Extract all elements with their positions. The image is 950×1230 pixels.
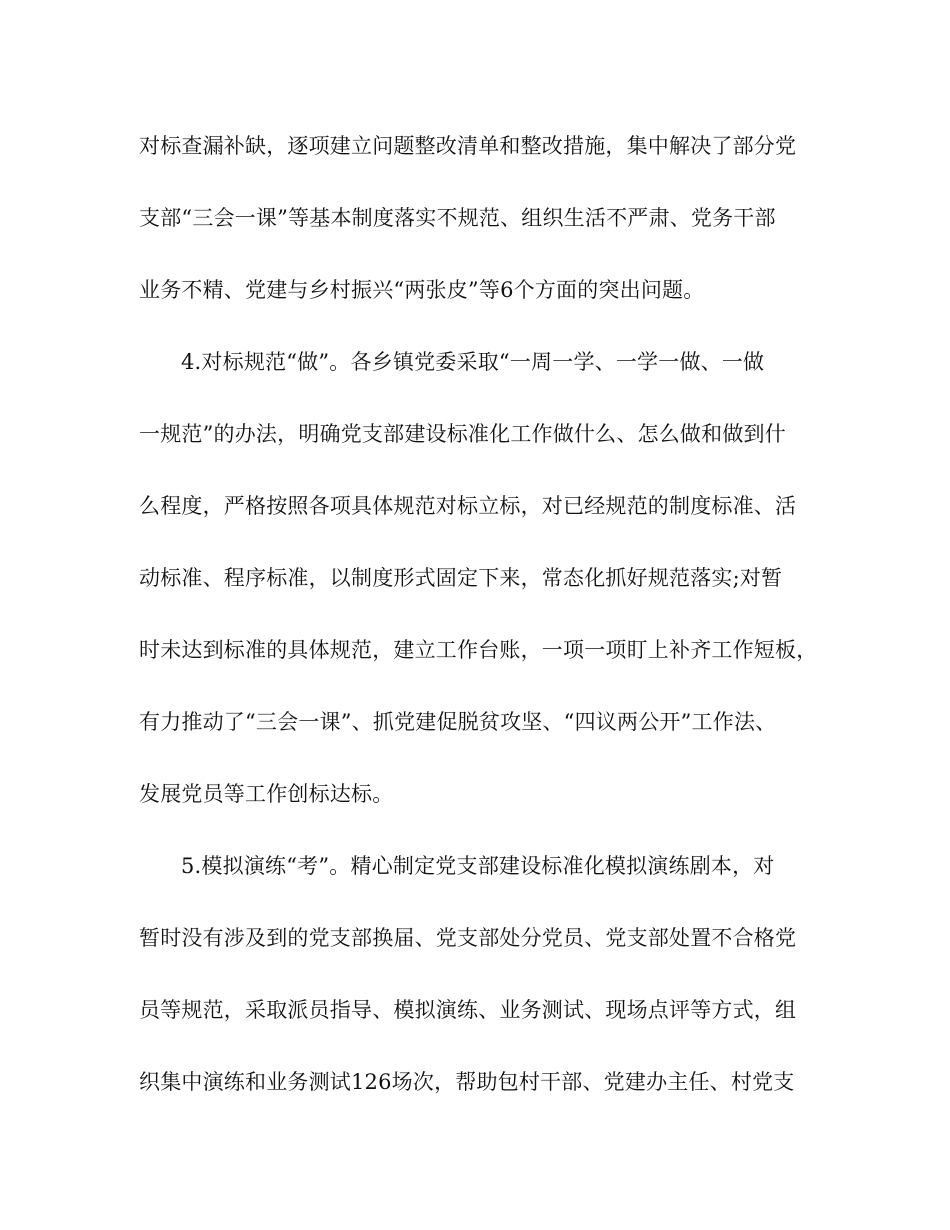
text-line: 织集中演练和业务测试126场次，帮助包村干部、党建办主任、村党支 — [139, 1070, 795, 1094]
paragraph-start-line: 5.模拟演练“考”。精心制定党支部建设标准化模拟演练剧本，对 — [181, 854, 775, 878]
text-line: 支部“三会一课”等基本制度落实不规范、组织生活不严肃、党务干部 — [139, 206, 776, 230]
text-line: 员等规范，采取派员指导、模拟演练、业务测试、现场点评等方式，组 — [139, 998, 797, 1022]
paragraph-start-line: 4.对标规范“做”。各乡镇党委采取“一周一学、一学一做、一做 — [181, 350, 765, 374]
text-line: 有力推动了“三会一课”、抓党建促脱贫攻坚、“四议两公开”工作法、 — [139, 710, 777, 734]
text-line: 暂时没有涉及到的党支部换届、党支部处分党员、党支部处置不合格党 — [139, 926, 797, 950]
text-line: 么程度，严格按照各项具体规范对标立标，对已经规范的制度标准、活 — [139, 494, 797, 518]
text-line: 时未达到标准的具体规范，建立工作台账，一项一项盯上补齐工作短板， — [139, 638, 818, 662]
text-line: 对标查漏补缺，逐项建立问题整改清单和整改措施，集中解决了部分党 — [139, 134, 797, 158]
text-line: 业务不精、党建与乡村振兴“两张皮”等6个方面的突出问题。 — [139, 278, 705, 302]
text-line: 动标准、程序标准，以制度形式固定下来，常态化抓好规范落实;对暂 — [139, 566, 783, 590]
text-line: 发展党员等工作创标达标。 — [139, 782, 394, 806]
text-line: 一规范”的办法，明确党支部建设标准化工作做什么、怎么做和做到什 — [139, 422, 786, 446]
